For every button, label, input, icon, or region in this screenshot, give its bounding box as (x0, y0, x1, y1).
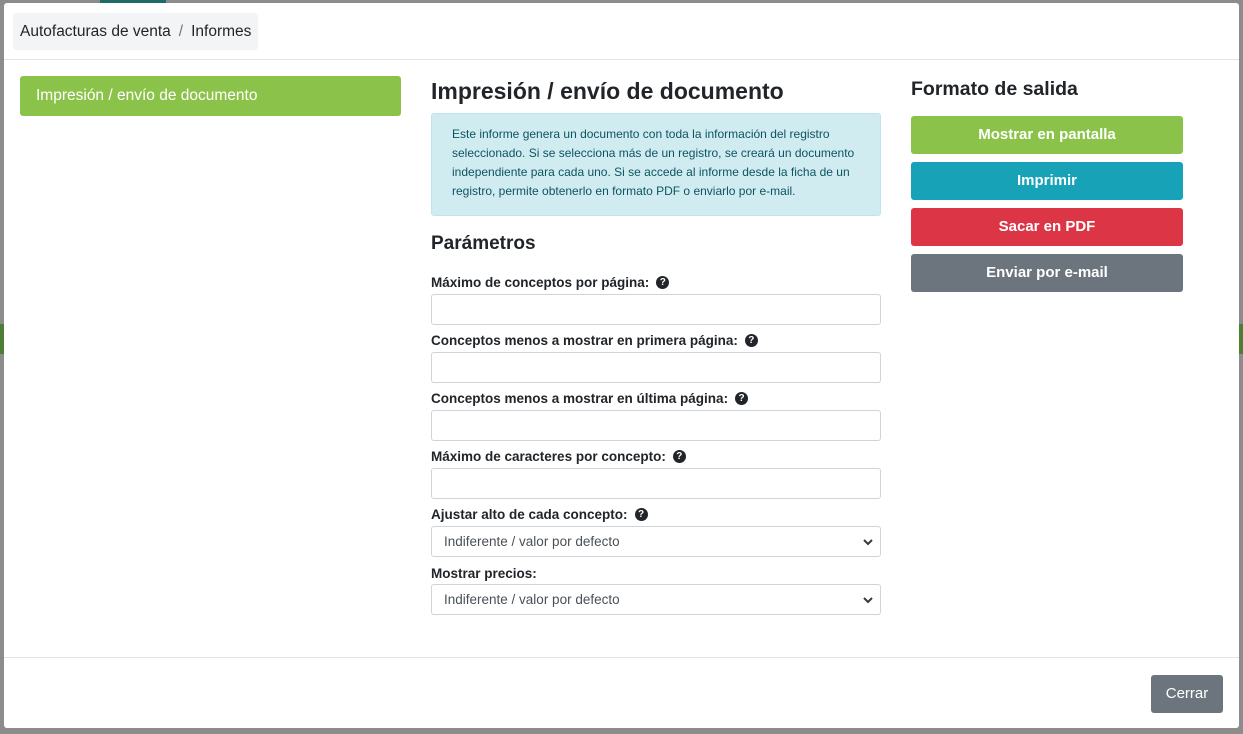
adjust-concept-height-select[interactable] (431, 526, 881, 557)
breadcrumb-item-informes: Informes (191, 22, 252, 40)
max-chars-per-concept-input[interactable] (431, 468, 881, 499)
question-circle-icon[interactable]: ? (635, 508, 648, 521)
output-format-column (911, 76, 1183, 281)
export-pdf-button[interactable]: Sacar en PDF (911, 208, 1183, 246)
show-on-screen-button[interactable]: Mostrar en pantalla (911, 116, 1183, 154)
show-prices-select[interactable] (431, 584, 881, 615)
chevron-down-icon (863, 595, 873, 605)
question-circle-icon[interactable]: ? (735, 392, 748, 405)
adjust-concept-height-label: Ajustar alto de cada concepto: ? (431, 505, 648, 523)
report-main-column (431, 76, 881, 607)
background-row-edge-right (1239, 324, 1243, 354)
show-prices-label: Mostrar precios: (431, 565, 537, 581)
max-concepts-per-page-input[interactable] (431, 294, 881, 325)
max-concepts-per-page-label: Máximo de conceptos por página: ? (431, 273, 669, 291)
select-value: Indiferente / valor por defecto (444, 534, 620, 549)
concepts-less-last-page-input[interactable] (431, 410, 881, 441)
select-value: Indiferente / valor por defecto (444, 592, 620, 607)
page-title: Impresión / envío de documento (431, 78, 784, 104)
question-circle-icon[interactable]: ? (656, 276, 669, 289)
print-button[interactable]: Imprimir (911, 162, 1183, 200)
report-modal (4, 3, 1239, 728)
output-format-title: Formato de salida (911, 78, 1078, 100)
max-chars-per-concept-label: Máximo de caracteres por concepto: ? (431, 447, 686, 465)
modal-header (4, 3, 1239, 60)
modal-footer (4, 657, 1239, 728)
question-circle-icon[interactable]: ? (673, 450, 686, 463)
breadcrumb-item-autofacturas[interactable]: Autofacturas de venta (20, 22, 171, 40)
breadcrumb (13, 13, 258, 50)
params-title: Parámetros (431, 233, 536, 254)
question-circle-icon[interactable]: ? (745, 334, 758, 347)
breadcrumb-separator: / (178, 22, 184, 40)
report-info-alert: Este informe genera un documento con toda la información del registro seleccionado. Si se selecciona más de un registro, se creará un documento independiente para cada uno. Si se accede al informe desde la ficha de un registro, permite obtenerlo en formato PDF o enviarlo por e-mail. (431, 113, 881, 216)
concepts-less-first-page-label: Conceptos menos a mostrar en primera página: ? (431, 331, 758, 349)
concepts-less-first-page-input[interactable] (431, 352, 881, 383)
send-email-button[interactable]: Enviar por e-mail (911, 254, 1183, 292)
close-button[interactable]: Cerrar (1151, 675, 1223, 713)
chevron-down-icon (863, 537, 873, 547)
sidebar-item-impresion-envio[interactable]: Impresión / envío de documento (20, 76, 401, 116)
concepts-less-last-page-label: Conceptos menos a mostrar en última página: ? (431, 389, 748, 407)
